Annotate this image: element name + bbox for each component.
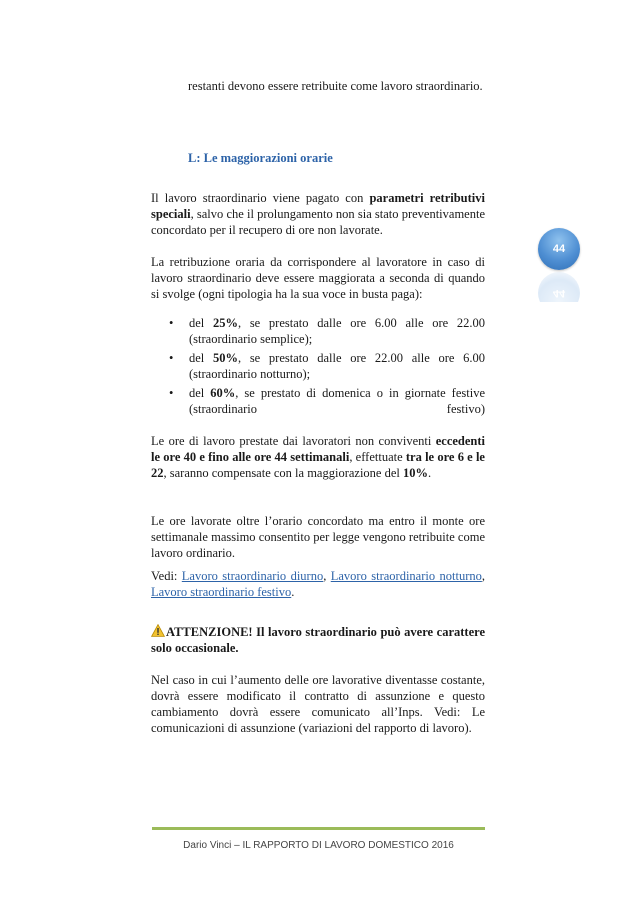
- section-heading: L: Le maggiorazioni orarie: [188, 151, 333, 165]
- attention-text: ATTENZIONE! Il lavoro straordinario può avere carattere solo occasionale.: [151, 625, 485, 655]
- bullet-dot: •: [169, 386, 174, 400]
- link-overtime-night[interactable]: Lavoro straordinario notturno: [330, 569, 482, 583]
- bullet-dot: •: [169, 351, 174, 365]
- paragraph-ordinary-hours: Le ore lavorate oltre l’orario concordato ma entro il monte ore settimanale massimo consentito per legge vengono retribuite come lavoro ordinario.: [151, 514, 485, 560]
- paragraph-non-resident-hours: Le ore di lavoro prestate dai lavoratori non conviventi eccedenti le ore 40 e fino alle ore 44 settimanali, effettuate tra le ore 6 e le 22, saranno compensate con la maggiorazione del 10%.: [151, 434, 485, 480]
- list-item: • del 50%, se prestato dalle ore 22.00 alle ore 6.00 (straordinario notturno);: [169, 351, 485, 381]
- paragraph-overtime-pay: [151, 190, 485, 238]
- surcharge-percent: 50%: [212, 351, 238, 365]
- warning-icon: [151, 624, 165, 637]
- paragraph-see-also: Vedi: Lavoro straordinario diurno, Lavoro straordinario notturno, Lavoro straordinario festivo.: [151, 569, 485, 599]
- paragraph-hourly-rate: La retribuzione oraria da corrispondere al lavoratore in caso di lavoro straordinario deve essere maggiorata a seconda di quando si svolge (ogni tipologia ha la sua voce in busta paga):: [151, 255, 485, 301]
- footer-text: Dario Vinci – IL RAPPORTO DI LAVORO DOMESTICO 2016: [183, 840, 454, 851]
- p1-text-2: , salvo che il prolungamento non sia stato preventivamente concordato per il recupero di ore non lavorate.: [151, 207, 485, 237]
- footer-rule: [152, 827, 485, 830]
- surcharge-percent: 25%: [212, 316, 238, 330]
- page-number-reflection: 44: [538, 272, 580, 302]
- p1-text-1: Il lavoro straordinario viene pagato con: [151, 191, 370, 205]
- list-item: • del 25%, se prestato dalle ore 6.00 alle ore 22.00 (straordinario semplice);: [169, 316, 485, 346]
- surcharge-percent: 60%: [210, 386, 236, 400]
- link-overtime-daytime[interactable]: Lavoro straordinario diurno: [181, 569, 324, 583]
- p1-bold-1: parametri retributivi speciali: [151, 191, 485, 221]
- page-number-badge: 44: [538, 228, 580, 270]
- paragraph-contract-change: Nel caso in cui l’aumento delle ore lavorative diventasse costante, dovrà essere modificato il contratto di assunzione e questo cambiamento dovrà essere comunicato all’Inps. Vedi: Le comunicazioni di assunzione (variazioni del rapporto di lavoro).: [151, 673, 485, 735]
- attention-note: [151, 624, 485, 656]
- surcharge-list: [151, 315, 485, 420]
- list-item: • del 60%, se prestato di domenica o in giornate festive (straordinario festivo): [169, 386, 485, 416]
- bullet-dot: •: [169, 316, 174, 330]
- continuation-paragraph: restanti devono essere retribuite come lavoro straordinario.: [188, 79, 483, 93]
- link-overtime-holiday[interactable]: Lavoro straordinario festivo: [151, 585, 292, 599]
